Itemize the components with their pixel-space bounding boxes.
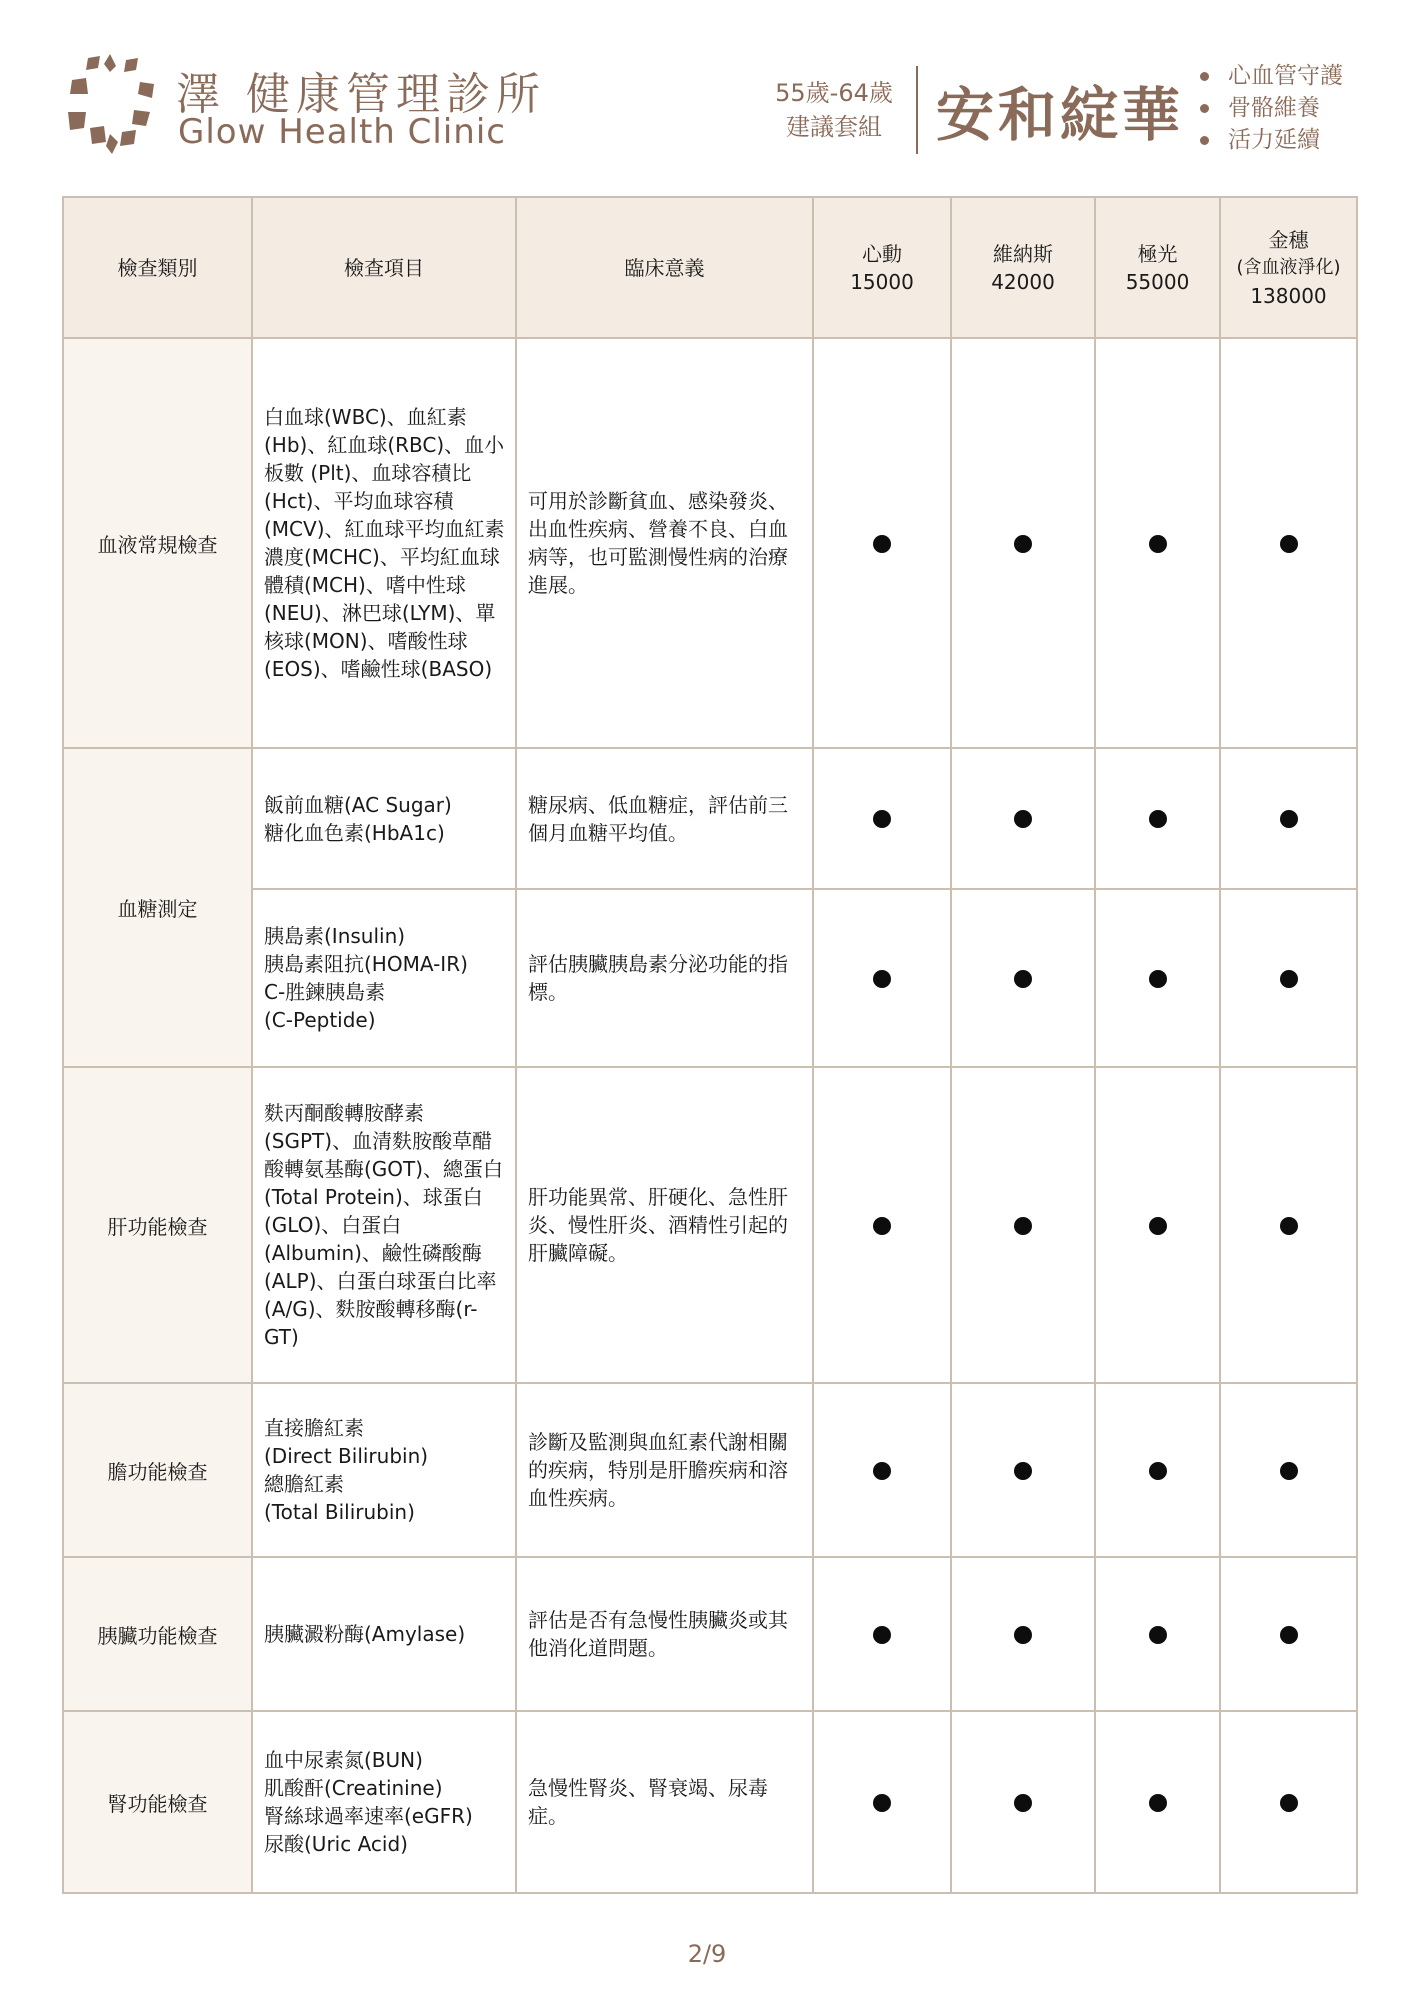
filled-dot-icon (873, 970, 891, 988)
filled-dot-icon (1014, 535, 1032, 553)
category-cell: 胰臟功能檢查 (63, 1557, 252, 1711)
included-cell (951, 1383, 1095, 1557)
item-cell: 胰臟澱粉酶(Amylase) (252, 1557, 516, 1711)
filled-dot-icon (873, 1217, 891, 1235)
included-cell (1095, 1557, 1220, 1711)
plan-name: 心動 (862, 241, 902, 266)
package-age-block (760, 76, 908, 144)
filled-dot-icon (1014, 810, 1032, 828)
included-cell (1220, 1067, 1357, 1383)
filled-dot-icon (873, 535, 891, 553)
feature-item: 心血管守護 (1196, 60, 1343, 92)
included-cell (813, 1067, 951, 1383)
included-cell (1220, 748, 1357, 889)
page-number: 2/9 (687, 1940, 727, 1968)
category-cell: 肝功能檢查 (63, 1067, 252, 1383)
included-cell (951, 748, 1095, 889)
item-cell: 直接膽紅素 (Direct Bilirubin) 總膽紅素 (Total Bilirubin) (252, 1383, 516, 1557)
meaning-cell: 診斷及監測與血紅素代謝相關的疾病，特別是肝膽疾病和溶血性疾病。 (516, 1383, 813, 1557)
included-cell (1095, 889, 1220, 1067)
table-row (63, 1557, 1357, 1711)
included-cell (813, 1383, 951, 1557)
included-cell (813, 889, 951, 1067)
plan-price: 138000 (1250, 283, 1327, 308)
included-cell (951, 1067, 1095, 1383)
filled-dot-icon (1149, 810, 1167, 828)
filled-dot-icon (1149, 535, 1167, 553)
filled-dot-icon (1280, 535, 1298, 553)
filled-dot-icon (1149, 1462, 1167, 1480)
included-cell (1220, 889, 1357, 1067)
filled-dot-icon (1280, 1794, 1298, 1812)
header-plan (1095, 197, 1220, 338)
header-item: 檢查項目 (252, 197, 516, 338)
header-divider (916, 66, 918, 154)
filled-dot-icon (1149, 1794, 1167, 1812)
included-cell (813, 1557, 951, 1711)
included-cell (1095, 1711, 1220, 1893)
meaning-cell: 可用於診斷貧血、感染發炎、出血性疾病、營養不良、白血病等，也可監測慢性病的治療進展。 (516, 338, 813, 748)
plan-name: 金穗 (1268, 227, 1309, 252)
filled-dot-icon (873, 1626, 891, 1644)
meaning-cell: 急慢性腎炎、腎衰竭、尿毒症。 (516, 1711, 813, 1893)
filled-dot-icon (1149, 1217, 1167, 1235)
included-cell (813, 1711, 951, 1893)
filled-dot-icon (1280, 1626, 1298, 1644)
clinic-logo-icon (66, 54, 160, 154)
filled-dot-icon (1014, 1794, 1032, 1812)
table-row (63, 338, 1357, 748)
filled-dot-icon (1280, 1462, 1298, 1480)
category-cell: 腎功能檢查 (63, 1711, 252, 1893)
filled-dot-icon (1280, 1217, 1298, 1235)
feature-item: 活力延續 (1196, 124, 1343, 156)
feature-item: 骨骼維養 (1196, 92, 1343, 124)
included-cell (1095, 338, 1220, 748)
header-category: 檢查類別 (63, 197, 252, 338)
filled-dot-icon (873, 810, 891, 828)
included-cell (1095, 1067, 1220, 1383)
item-cell: 胰島素(Insulin) 胰島素阻抗(HOMA-IR) C-胜鍊胰島素 (C-Peptide) (252, 889, 516, 1067)
filled-dot-icon (1014, 1217, 1032, 1235)
header-plan (951, 197, 1095, 338)
item-cell: 血中尿素氮(BUN) 肌酸酐(Creatinine) 腎絲球過率速率(eGFR) 尿酸(Uric Acid) (252, 1711, 516, 1893)
included-cell (1220, 1557, 1357, 1711)
table-header-row (63, 197, 1357, 338)
filled-dot-icon (1280, 810, 1298, 828)
included-cell (951, 1711, 1095, 1893)
meaning-cell: 評估胰臟胰島素分泌功能的指標。 (516, 889, 813, 1067)
package-name: 安和綻華 (936, 81, 1185, 149)
category-cell: 膽功能檢查 (63, 1383, 252, 1557)
included-cell (813, 338, 951, 748)
clinic-name-zh: 澤 健康管理診所 (176, 69, 546, 120)
exam-table (62, 196, 1358, 1894)
meaning-cell: 糖尿病、低血糖症，評估前三個月血糖平均值。 (516, 748, 813, 889)
plan-note: (含血液淨化) (1236, 256, 1341, 278)
category-cell: 血液常規檢查 (63, 338, 252, 748)
filled-dot-icon (873, 1794, 891, 1812)
clinic-name-en: Glow Health Clinic (178, 112, 506, 152)
item-cell: 麩丙酮酸轉胺酵素(SGPT)、血清麩胺酸草醋酸轉氨基酶(GOT)、總蛋白(Total Protein)、球蛋白(GLO)、白蛋白(Albumin)、鹼性磷酸酶(ALP)、白蛋白球蛋白比率(A/G)、麩胺酸轉移酶(r-GT) (252, 1067, 516, 1383)
plan-price: 15000 (850, 269, 914, 294)
included-cell (1220, 1711, 1357, 1893)
table-row (63, 1711, 1357, 1893)
table-row (63, 889, 1357, 1067)
plan-price: 42000 (991, 269, 1055, 294)
filled-dot-icon (1014, 970, 1032, 988)
package-age-range: 55歲-64歲 (775, 79, 893, 107)
filled-dot-icon (1014, 1626, 1032, 1644)
table-row (63, 748, 1357, 889)
included-cell (1095, 1383, 1220, 1557)
filled-dot-icon (873, 1462, 891, 1480)
header-plan (813, 197, 951, 338)
included-cell (1220, 1383, 1357, 1557)
header-meaning: 臨床意義 (516, 197, 813, 338)
plan-name: 維納斯 (993, 241, 1053, 266)
meaning-cell: 肝功能異常、肝硬化、急性肝炎、慢性肝炎、酒精性引起的肝臟障礙。 (516, 1067, 813, 1383)
filled-dot-icon (1149, 1626, 1167, 1644)
plan-name: 極光 (1137, 241, 1178, 266)
header-plan (1220, 197, 1357, 338)
included-cell (813, 748, 951, 889)
plan-price: 55000 (1125, 269, 1190, 294)
package-features (1196, 60, 1343, 156)
included-cell (1220, 338, 1357, 748)
filled-dot-icon (1280, 970, 1298, 988)
table-row (63, 1067, 1357, 1383)
table-row (63, 1383, 1357, 1557)
item-cell: 白血球(WBC)、血紅素(Hb)、紅血球(RBC)、血小板數 (Plt)、血球容積比(Hct)、平均血球容積(MCV)、紅血球平均血紅素濃度(MCHC)、平均紅血球體積(MCH)、嗜中性球(NEU)、淋巴球(LYM)、單核球(MON)、嗜酸性球(EOS)、嗜鹼性球(BASO) (252, 338, 516, 748)
included-cell (951, 1557, 1095, 1711)
included-cell (951, 889, 1095, 1067)
filled-dot-icon (1014, 1462, 1032, 1480)
filled-dot-icon (1149, 970, 1167, 988)
included-cell (951, 338, 1095, 748)
included-cell (1095, 748, 1220, 889)
category-cell: 血糖測定 (63, 748, 252, 1067)
meaning-cell: 評估是否有急慢性胰臟炎或其他消化道問題。 (516, 1557, 813, 1711)
item-cell: 飯前血糖(AC Sugar) 糖化血色素(HbA1c) (252, 748, 516, 889)
package-subtitle: 建議套組 (786, 113, 882, 141)
